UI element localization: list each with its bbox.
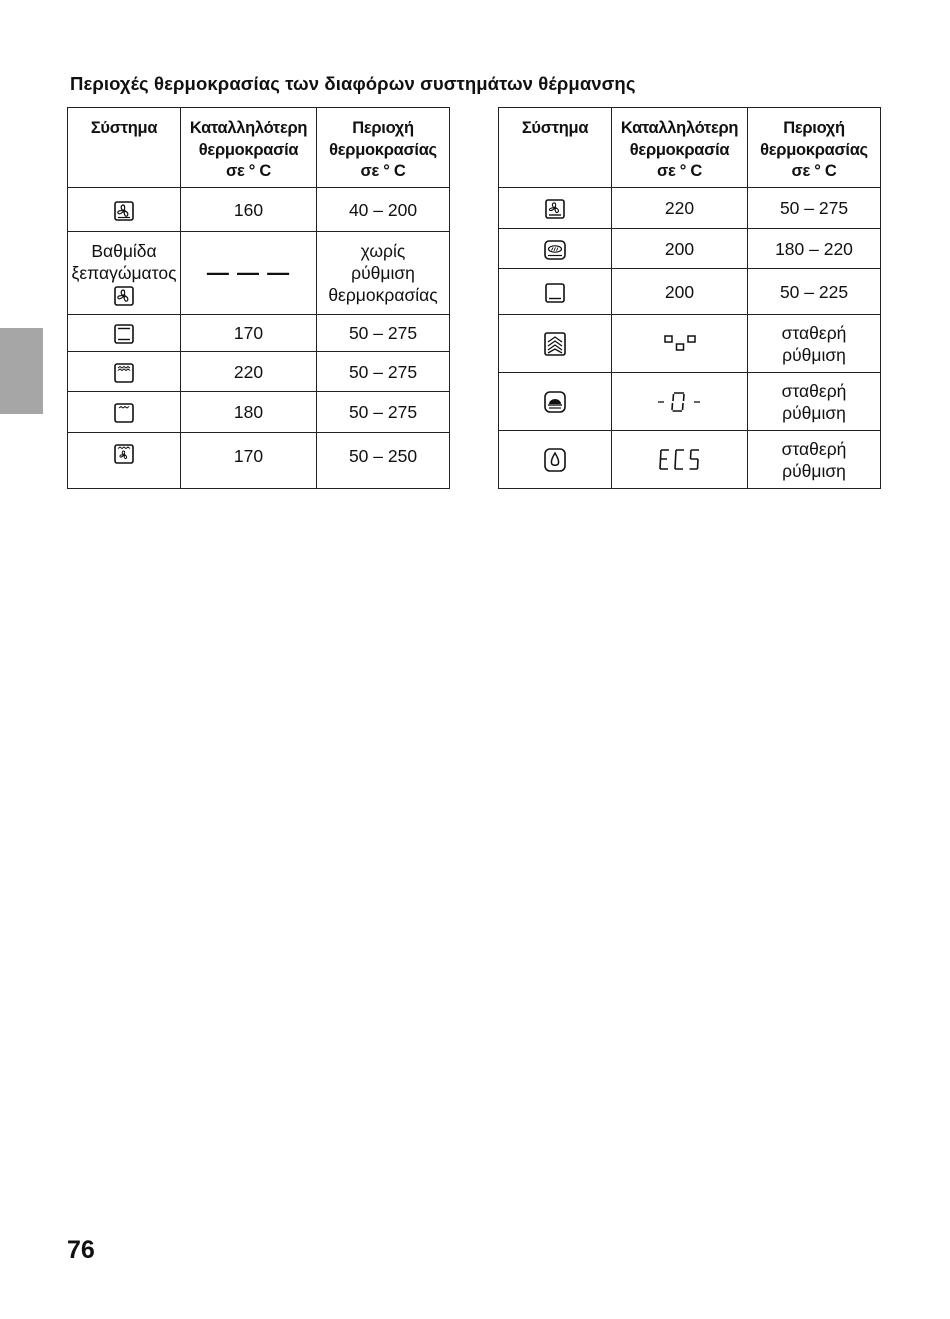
temp-range-cell: 50 – 275 [748, 188, 881, 229]
optimal-temp-cell: 200 [612, 229, 748, 269]
table-row [68, 188, 450, 232]
system-cell [68, 188, 181, 232]
system-cell [499, 188, 612, 229]
temp-range-cell: σταθερή ρύθμιση [748, 315, 881, 373]
bottom-heat-icon [545, 283, 565, 303]
defrost-label-line1: Βαθμίδα [91, 240, 157, 261]
header-temp-range: Περιοχή θερμοκρασίας σε ° C [317, 108, 450, 188]
optimal-temp-cell: — — — [181, 232, 317, 315]
optimal-temp-cell: 160 [181, 188, 317, 232]
table-row [499, 188, 881, 229]
display-steam-symbol-icon [663, 333, 697, 355]
table-header-row [499, 108, 881, 188]
top-heat-grill-icon [114, 403, 134, 423]
table-row [68, 315, 450, 352]
table-row [499, 229, 881, 269]
steam-icon [544, 332, 566, 356]
temp-range-cell: 50 – 275 [317, 392, 450, 433]
table-row [499, 373, 881, 431]
temperature-table-left [67, 107, 450, 489]
system-cell [68, 315, 181, 352]
temp-range-cell: 50 – 250 [317, 433, 450, 489]
optimal-temp-cell [612, 373, 748, 431]
system-cell [499, 229, 612, 269]
display-zero-symbol-icon [656, 390, 704, 414]
temp-range-cell: σταθερή ρύθμιση [748, 431, 881, 489]
table-row [68, 352, 450, 392]
table-row [68, 392, 450, 433]
table-row [499, 315, 881, 373]
top-heat-icon [114, 363, 134, 383]
header-optimal-temp: Καταλληλότερη θερμοκρασία σε ° C [181, 108, 317, 188]
temp-range-cell: σταθερή ρύθμιση [748, 373, 881, 431]
system-cell [68, 392, 181, 433]
optimal-temp-cell [612, 431, 748, 489]
table-row [499, 431, 881, 489]
optimal-temp-cell: 220 [612, 188, 748, 229]
optimal-temp-cell [612, 315, 748, 373]
table-row [499, 269, 881, 315]
header-temp-range: Περιοχή θερμοκρασίας σε ° C [748, 108, 881, 188]
keep-warm-icon [544, 391, 566, 413]
optimal-temp-cell: 170 [181, 315, 317, 352]
fan-bottom-heat-icon [545, 199, 565, 219]
side-tab-marker [0, 328, 43, 414]
temperature-table-right [498, 107, 881, 489]
temp-range-cell: 40 – 200 [317, 188, 450, 232]
page-number: 76 [67, 1236, 95, 1264]
system-cell [68, 352, 181, 392]
defrost-fan-icon [114, 286, 134, 306]
header-optimal-temp: Καταλληλότερη θερμοκρασία σε ° C [612, 108, 748, 188]
temp-range-cell: 50 – 275 [317, 315, 450, 352]
table-row [68, 232, 450, 315]
system-cell [499, 269, 612, 315]
system-cell [68, 433, 181, 489]
page-title: Περιοχές θερμοκρασίας των διαφόρων συστημάτων θέρμανσης [70, 73, 636, 94]
optimal-temp-cell: 200 [612, 269, 748, 315]
optimal-temp-cell: 220 [181, 352, 317, 392]
temp-range-cell: χωρίς ρύθμιση θερμοκρασίας [317, 232, 450, 315]
temp-range-cell: 50 – 275 [317, 352, 450, 392]
system-cell [68, 232, 181, 315]
optimal-temp-cell: 170 [181, 433, 317, 489]
temp-range-cell: 50 – 225 [748, 269, 881, 315]
eco-flame-icon [544, 448, 566, 472]
hot-air-fan-icon [114, 201, 134, 221]
defrost-label-line2: ξεπαγώματος [71, 262, 177, 283]
header-system: Σύστημα [499, 108, 612, 188]
pizza-bread-icon [544, 240, 566, 260]
fan-grill-icon [114, 444, 134, 464]
display-ecs-symbol-icon [657, 447, 703, 473]
system-cell [499, 315, 612, 373]
table-header-row [68, 108, 450, 188]
temp-range-cell: 180 – 220 [748, 229, 881, 269]
optimal-temp-cell: 180 [181, 392, 317, 433]
header-system: Σύστημα [68, 108, 181, 188]
system-cell [499, 373, 612, 431]
system-cell [499, 431, 612, 489]
table-row [68, 433, 450, 489]
top-bottom-heat-icon [114, 324, 134, 344]
